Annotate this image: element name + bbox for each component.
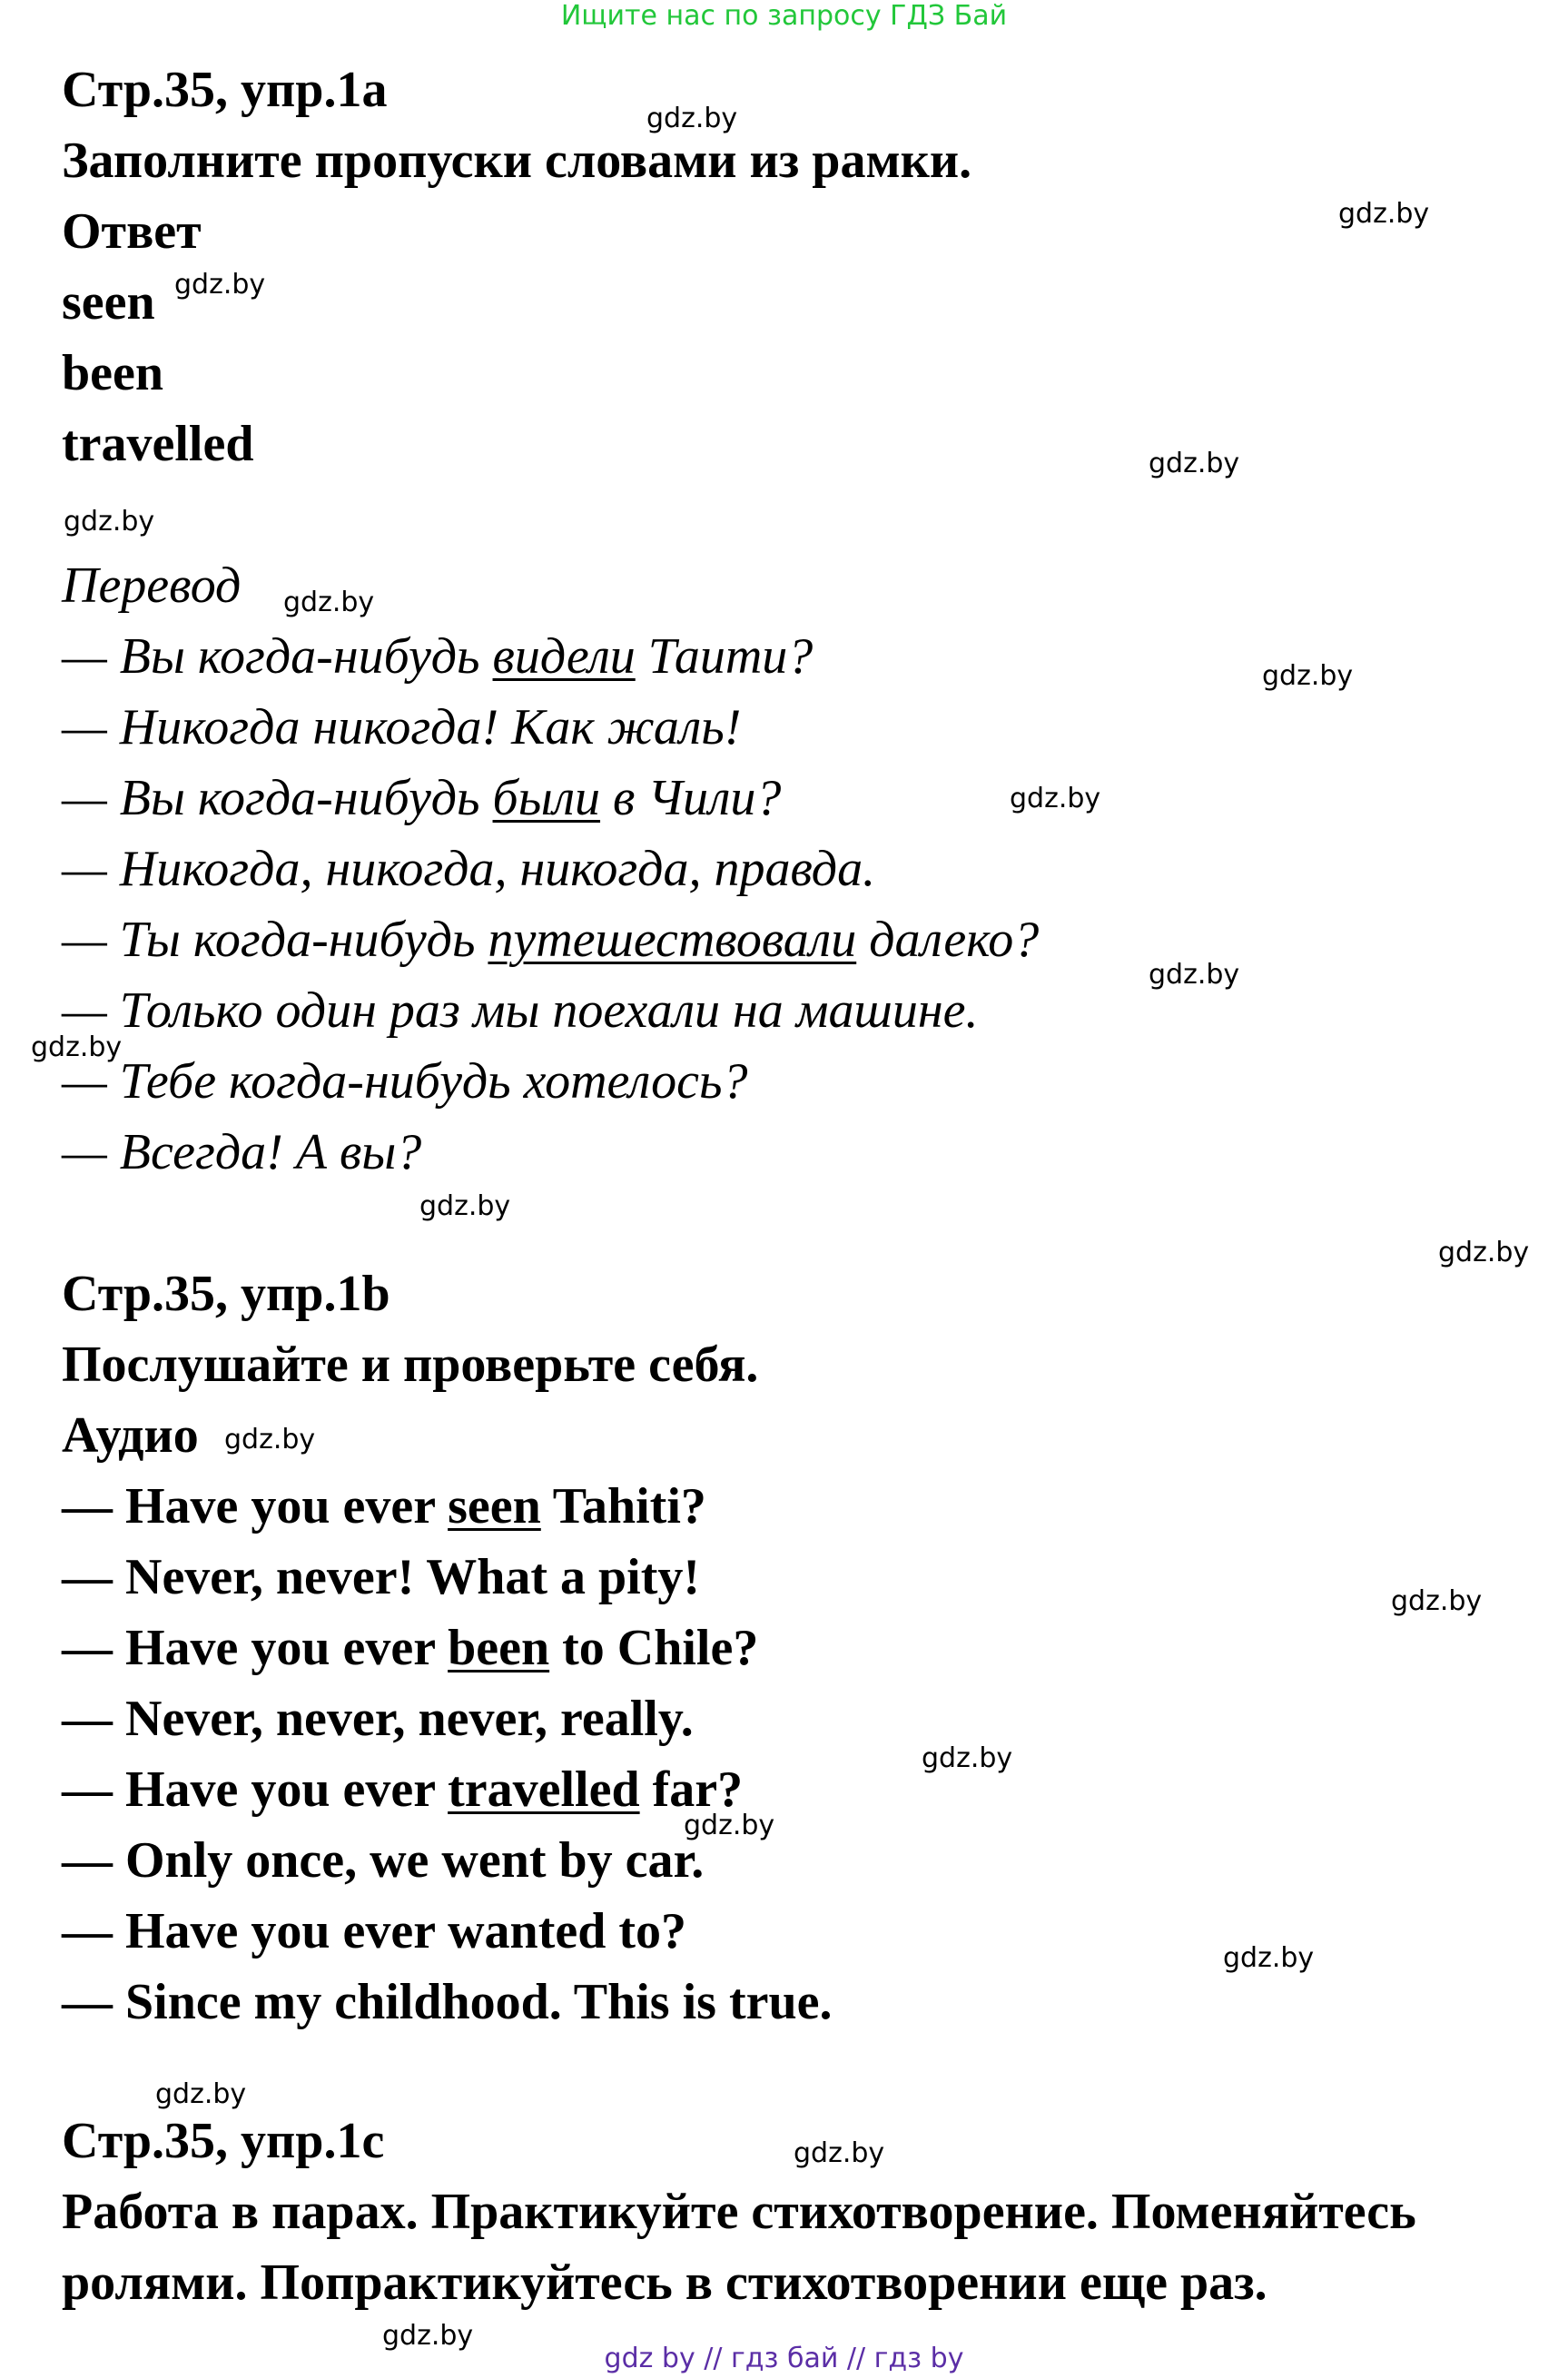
watermark: gdz.by xyxy=(283,587,375,618)
audio-line: — Have you ever travelled far? xyxy=(62,1761,744,1818)
top-banner: Ищите нас по запросу ГДЗ Бай xyxy=(560,0,1008,32)
watermark: gdz.by xyxy=(1391,1585,1483,1617)
audio-line: — Have you ever been to Chile? xyxy=(62,1620,759,1676)
section-1b-title: Стр.35, упр.1b xyxy=(62,1266,390,1322)
watermark: gdz.by xyxy=(419,1190,511,1222)
watermark: gdz.by xyxy=(64,506,155,538)
watermark: gdz.by xyxy=(1010,783,1101,814)
watermark: gdz.by xyxy=(1438,1237,1530,1268)
audio-label: Аудио xyxy=(62,1407,199,1464)
watermark: gdz.by xyxy=(155,2078,247,2110)
translation-line: — Всегда! А вы? xyxy=(62,1124,422,1180)
translation-label: Перевод xyxy=(62,557,242,614)
watermark: gdz.by xyxy=(31,1031,123,1063)
watermark: gdz.by xyxy=(794,2137,885,2169)
translation-line: — Только один раз мы поехали на машине. xyxy=(62,982,979,1039)
audio-line: — Since my childhood. This is true. xyxy=(62,1974,833,2030)
watermark: gdz.by xyxy=(382,2320,474,2352)
section-1a-task: Заполните пропуски словами из рамки. xyxy=(62,133,972,189)
watermark: gdz.by xyxy=(684,1810,775,1841)
section-1c-title: Стр.35, упр.1с xyxy=(62,2113,385,2169)
translation-line: — Никогда, никогда, никогда, правда. xyxy=(62,841,876,897)
section-1c-task-line-1: Работа в парах. Практикуйте стихотворение. Поменяйтесь xyxy=(62,2184,1416,2240)
answer-3: travelled xyxy=(62,416,254,472)
section-1b-task: Послушайте и проверьте себя. xyxy=(62,1337,759,1393)
answer-1: seen xyxy=(62,274,155,331)
watermark: gdz.by xyxy=(1149,959,1240,991)
watermark: gdz.by xyxy=(1262,660,1354,692)
watermark: gdz.by xyxy=(1338,198,1430,230)
watermark: gdz.by xyxy=(224,1424,316,1455)
audio-line: — Have you ever wanted to? xyxy=(62,1903,686,1959)
translation-line: — Никогда никогда! Как жаль! xyxy=(62,699,742,755)
section-1c-task-line-2: ролями. Попрактикуйтесь в стихотворении еще раз. xyxy=(62,2255,1267,2311)
audio-line: — Never, never, never, really. xyxy=(62,1691,694,1747)
watermark: gdz.by xyxy=(174,269,266,301)
answer-2: been xyxy=(62,345,163,401)
translation-line: — Вы когда-нибудь видели Таити? xyxy=(62,628,814,685)
audio-line: — Only once, we went by car. xyxy=(62,1832,705,1889)
section-1a-title: Стр.35, упр.1а xyxy=(62,62,388,118)
translation-line: — Вы когда-нибудь были в Чили? xyxy=(62,770,782,826)
audio-line: — Never, never! What a pity! xyxy=(62,1549,701,1605)
watermark: gdz.by xyxy=(1223,1942,1315,1974)
watermark: gdz.by xyxy=(1149,448,1240,479)
audio-line: — Have you ever seen Tahiti? xyxy=(62,1478,706,1534)
translation-line: — Ты когда-нибудь путешествовали далеко? xyxy=(62,912,1040,968)
translation-line: — Тебе когда-нибудь хотелось? xyxy=(62,1053,748,1110)
watermark: gdz.by xyxy=(646,103,738,134)
watermark: gdz.by xyxy=(922,1742,1013,1774)
answer-label: Ответ xyxy=(62,203,202,260)
footer-links: gdz by // гдз бай // гдз by xyxy=(604,2343,964,2374)
